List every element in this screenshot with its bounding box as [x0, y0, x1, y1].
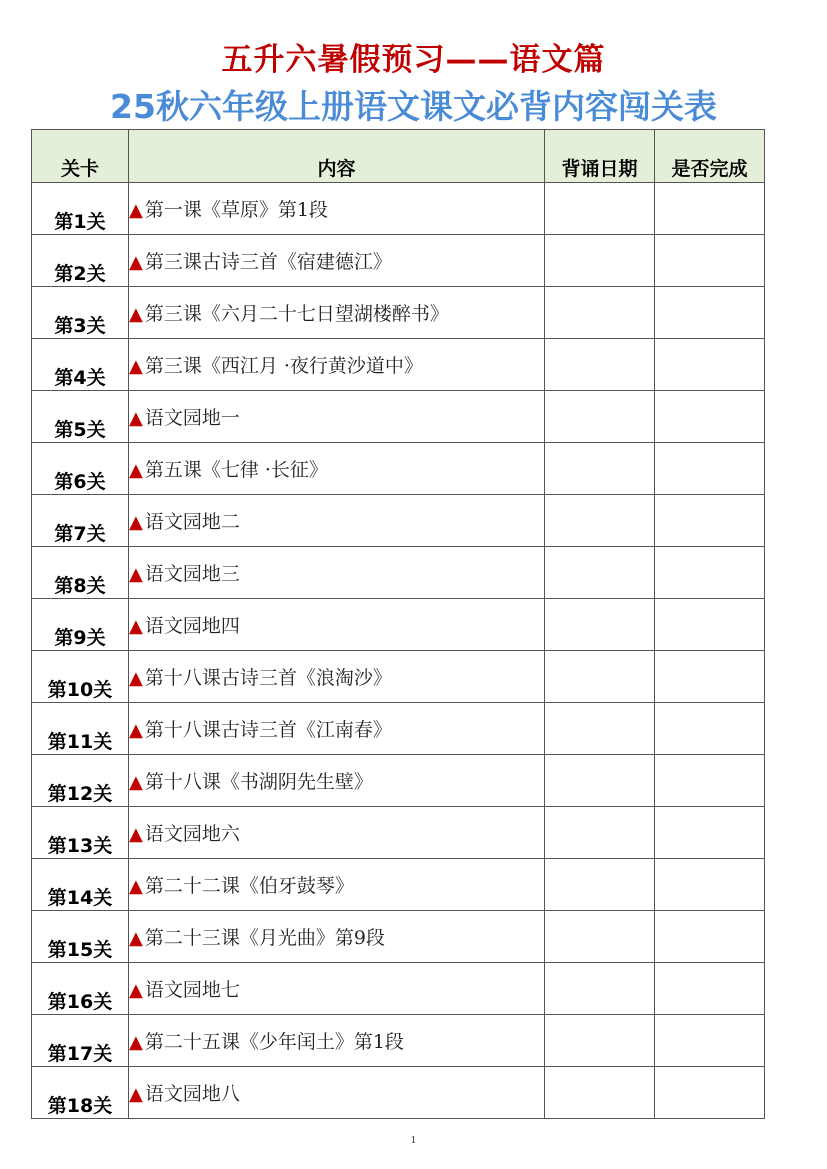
recite-date-cell[interactable]: [545, 599, 655, 651]
table-row: [32, 547, 765, 599]
recite-date-cell[interactable]: [545, 1067, 655, 1119]
recite-date-cell[interactable]: [545, 547, 655, 599]
table-row: [32, 183, 765, 235]
content-text: 语文园地七: [144, 979, 240, 1001]
content-cell: [129, 859, 545, 911]
content-cell: [129, 339, 545, 391]
level-cell: 第12关: [32, 755, 129, 807]
content-text: 第三课古诗三首《宿建德江》: [144, 251, 392, 273]
content-text: 第十八课古诗三首《江南春》: [144, 719, 392, 741]
completion-cell[interactable]: [655, 651, 765, 703]
recite-date-cell[interactable]: [545, 807, 655, 859]
level-cell: 第13关: [32, 807, 129, 859]
content-cell: [129, 235, 545, 287]
table-row: [32, 651, 765, 703]
completion-cell[interactable]: [655, 1067, 765, 1119]
content-text: 第十八课古诗三首《浪淘沙》: [144, 667, 392, 689]
table-row: [32, 963, 765, 1015]
content-text: 第二十五课《少年闰土》第1段: [144, 1031, 404, 1053]
content-cell: [129, 1067, 545, 1119]
content-text: 语文园地八: [144, 1083, 240, 1105]
triangle-marker-icon: ▲: [129, 1084, 143, 1105]
completion-cell[interactable]: [655, 599, 765, 651]
content-cell: [129, 599, 545, 651]
level-cell: 第11关: [32, 703, 129, 755]
recite-date-cell[interactable]: [545, 651, 655, 703]
level-cell: 第17关: [32, 1015, 129, 1067]
triangle-marker-icon: ▲: [129, 1032, 143, 1053]
recite-date-cell[interactable]: [545, 911, 655, 963]
level-cell: 第15关: [32, 911, 129, 963]
table-row: [32, 339, 765, 391]
completion-cell[interactable]: [655, 495, 765, 547]
table-row: [32, 391, 765, 443]
page-number: 1: [410, 1136, 417, 1146]
table-row: [32, 859, 765, 911]
content-cell: [129, 287, 545, 339]
content-cell: [129, 547, 545, 599]
content-text: 语文园地二: [144, 511, 240, 533]
completion-cell[interactable]: [655, 339, 765, 391]
content-text: 语文园地四: [144, 615, 240, 637]
column-header-done: 是否完成: [655, 130, 765, 183]
triangle-marker-icon: ▲: [129, 512, 143, 533]
level-cell: 第5关: [32, 391, 129, 443]
content-cell: [129, 391, 545, 443]
triangle-marker-icon: ▲: [129, 564, 143, 585]
triangle-marker-icon: ▲: [129, 928, 143, 949]
table-row: [32, 235, 765, 287]
table-row: [32, 287, 765, 339]
triangle-marker-icon: ▲: [129, 668, 143, 689]
recite-date-cell[interactable]: [545, 755, 655, 807]
triangle-marker-icon: ▲: [129, 460, 143, 481]
table-row: [32, 443, 765, 495]
content-text: 第十八课《书湖阴先生壁》: [144, 771, 373, 793]
content-cell: [129, 703, 545, 755]
content-text: 第二十三课《月光曲》第9段: [144, 927, 385, 949]
content-text: 第三课《六月二十七日望湖楼醉书》: [144, 303, 449, 325]
content-cell: [129, 755, 545, 807]
column-header-date: 背诵日期: [545, 130, 655, 183]
content-cell: [129, 911, 545, 963]
table-row: [32, 911, 765, 963]
completion-cell[interactable]: [655, 703, 765, 755]
recite-date-cell[interactable]: [545, 287, 655, 339]
level-cell: 第10关: [32, 651, 129, 703]
content-text: 第一课《草原》第1段: [144, 199, 328, 221]
recite-date-cell[interactable]: [545, 339, 655, 391]
recite-date-cell[interactable]: [545, 495, 655, 547]
level-cell: 第1关: [32, 183, 129, 235]
table-row: [32, 1067, 765, 1119]
completion-cell[interactable]: [655, 1015, 765, 1067]
level-cell: 第4关: [32, 339, 129, 391]
completion-cell[interactable]: [655, 755, 765, 807]
completion-cell[interactable]: [655, 235, 765, 287]
level-cell: 第14关: [32, 859, 129, 911]
completion-cell[interactable]: [655, 807, 765, 859]
content-cell: [129, 963, 545, 1015]
triangle-marker-icon: ▲: [129, 720, 143, 741]
completion-cell[interactable]: [655, 911, 765, 963]
recite-date-cell[interactable]: [545, 1015, 655, 1067]
triangle-marker-icon: ▲: [129, 304, 143, 325]
content-text: 第二十二课《伯牙鼓琴》: [144, 875, 354, 897]
completion-cell[interactable]: [655, 183, 765, 235]
completion-cell[interactable]: [655, 963, 765, 1015]
level-cell: 第3关: [32, 287, 129, 339]
triangle-marker-icon: ▲: [129, 616, 143, 637]
triangle-marker-icon: ▲: [129, 200, 143, 221]
triangle-marker-icon: ▲: [129, 824, 143, 845]
page-title: 五升六暑假预习——语文篇: [221, 42, 606, 78]
level-cell: 第2关: [32, 235, 129, 287]
content-text: 第三课《西江月 ·夜行黄沙道中》: [144, 355, 423, 377]
completion-cell[interactable]: [655, 391, 765, 443]
level-cell: 第9关: [32, 599, 129, 651]
recite-date-cell[interactable]: [545, 235, 655, 287]
table-header-row: [32, 130, 765, 183]
level-cell: 第6关: [32, 443, 129, 495]
level-cell: 第16关: [32, 963, 129, 1015]
table-row: [32, 1015, 765, 1067]
completion-cell[interactable]: [655, 547, 765, 599]
content-cell: [129, 443, 545, 495]
table-row: [32, 807, 765, 859]
completion-cell[interactable]: [655, 287, 765, 339]
content-cell: [129, 651, 545, 703]
triangle-marker-icon: ▲: [129, 356, 143, 377]
content-text: 语文园地一: [144, 407, 240, 429]
table-row: [32, 703, 765, 755]
level-cell: 第8关: [32, 547, 129, 599]
recite-date-cell[interactable]: [545, 443, 655, 495]
recite-date-cell[interactable]: [545, 183, 655, 235]
content-cell: [129, 495, 545, 547]
triangle-marker-icon: ▲: [129, 408, 143, 429]
triangle-marker-icon: ▲: [129, 772, 143, 793]
content-text: 第五课《七律 ·长征》: [144, 459, 328, 481]
completion-cell[interactable]: [655, 859, 765, 911]
content-text: 语文园地六: [144, 823, 240, 845]
triangle-marker-icon: ▲: [129, 876, 143, 897]
completion-cell[interactable]: [655, 443, 765, 495]
recite-date-cell[interactable]: [545, 963, 655, 1015]
triangle-marker-icon: ▲: [129, 252, 143, 273]
content-text: 语文园地三: [144, 563, 240, 585]
level-cell: 第7关: [32, 495, 129, 547]
recite-date-cell[interactable]: [545, 859, 655, 911]
content-cell: [129, 183, 545, 235]
column-header-level: 关卡: [32, 130, 129, 183]
page-subtitle: 25秋六年级上册语文课文必背内容闯关表: [110, 87, 717, 126]
checklist-table: [31, 129, 765, 1119]
column-header-content: 内容: [129, 130, 545, 183]
table-body: [32, 183, 765, 1119]
content-cell: [129, 1015, 545, 1067]
triangle-marker-icon: ▲: [129, 980, 143, 1001]
table-row: [32, 495, 765, 547]
table-row: [32, 755, 765, 807]
content-cell: [129, 807, 545, 859]
level-cell: 第18关: [32, 1067, 129, 1119]
recite-date-cell[interactable]: [545, 703, 655, 755]
table-row: [32, 599, 765, 651]
recite-date-cell[interactable]: [545, 391, 655, 443]
